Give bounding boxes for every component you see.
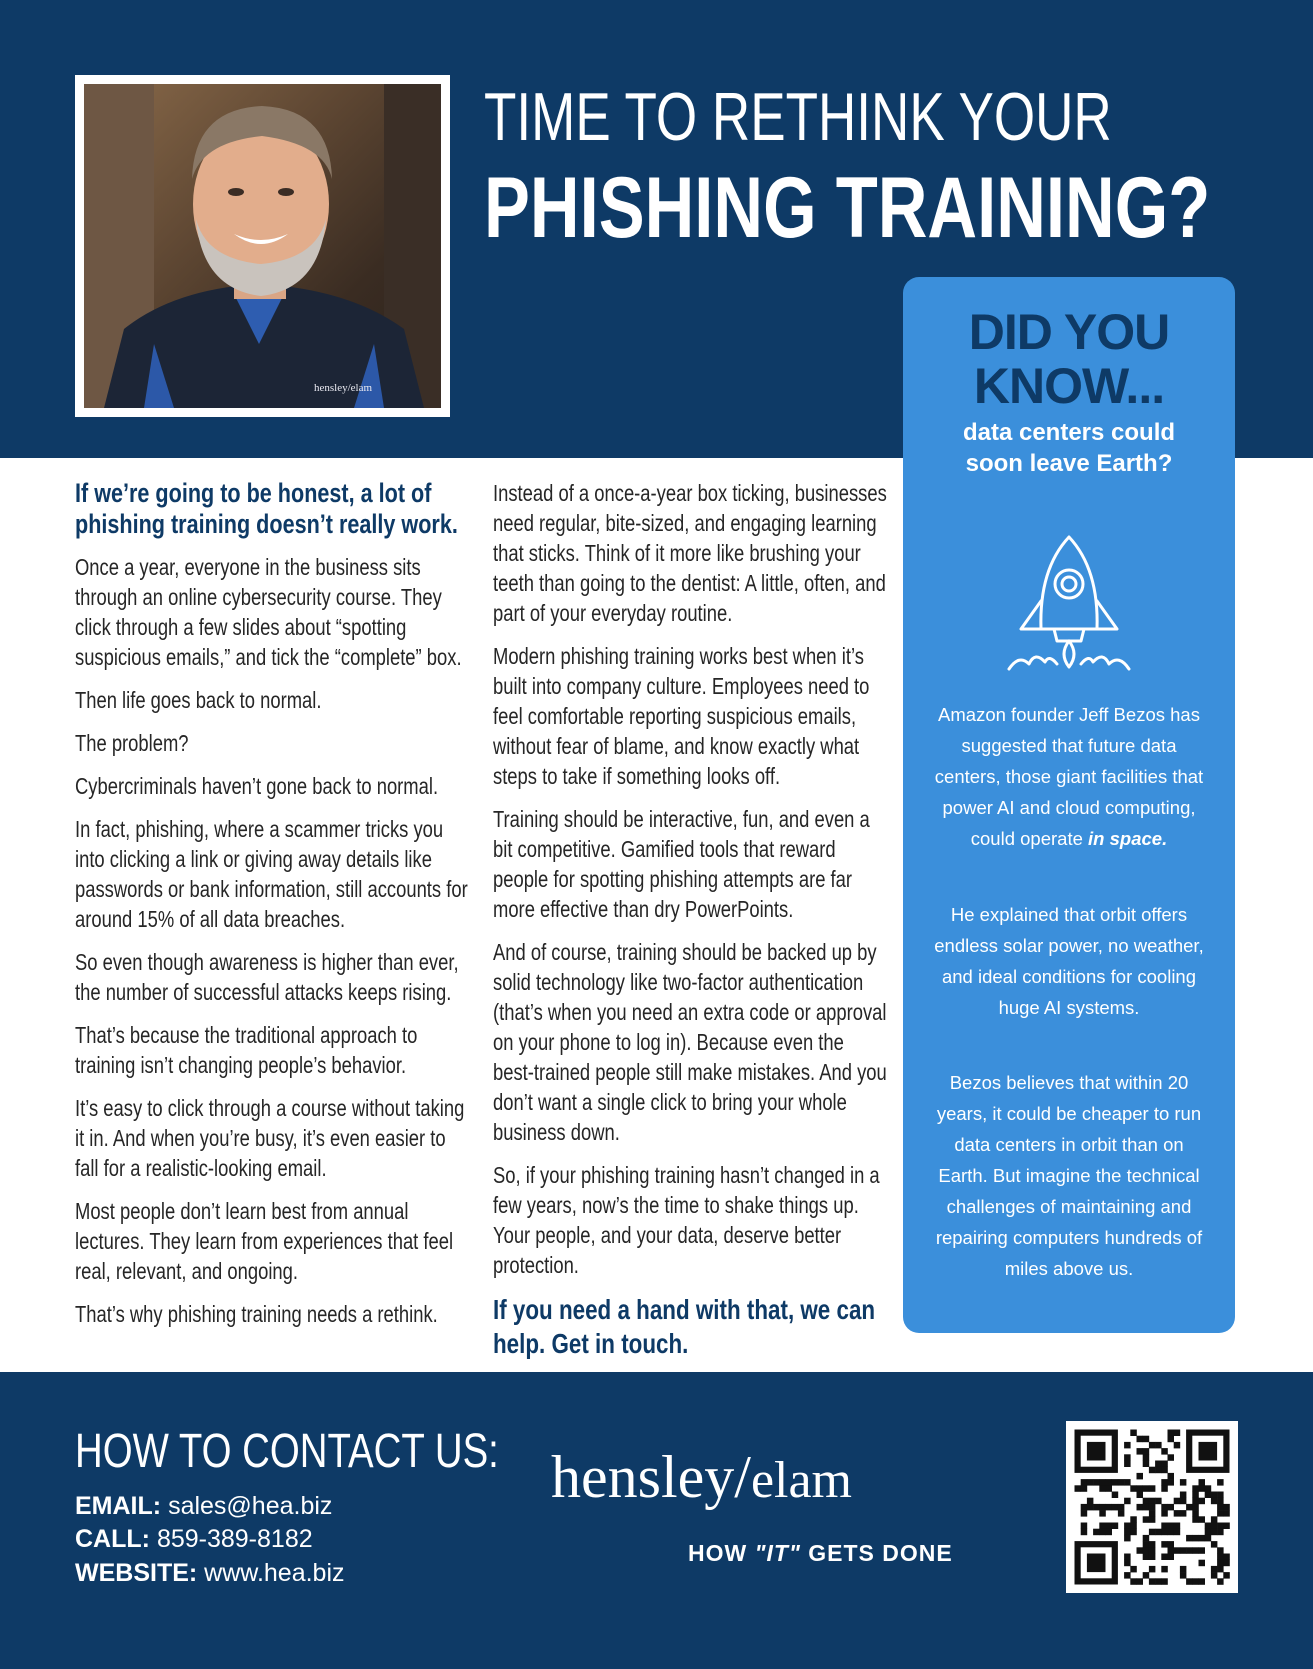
article-column-1	[75, 478, 470, 1342]
paragraph: Training should be interactive, fun, and even a bit competitive. Gamified tools that reward people for spotting phishing attempts are far more effective than dry PowerPoints.	[493, 806, 870, 922]
photo-image	[84, 84, 441, 408]
website-link[interactable]: www.hea.biz	[204, 1559, 345, 1587]
paragraph: Instead of a once-a-year box ticking, businesses need regular, bite-sized, and engaging learning that sticks. Think of it more like brushing your teeth than going to the dentist: A little, often, and part of your everyday routine.	[493, 480, 887, 626]
paragraph: And of course, training should be backed up by solid technology like two-factor authentication (that’s when you need an extra code or approval on your phone to log in). Because even the best-trained people still make mistakes. And you don’t want a single click to bring your whole business down.	[493, 939, 887, 1145]
did-you-know-paragraph-2: He explained that orbit offers endless solar power, no weather, and ideal conditions for cooling huge AI systems.	[934, 904, 1204, 1018]
contact-email	[75, 1491, 332, 1521]
contact-title: HOW TO CONTACT US:	[75, 1425, 499, 1478]
paragraph: That’s because the traditional approach to training isn’t changing people’s behavior.	[75, 1022, 418, 1078]
did-you-know-paragraph-3: Bezos believes that within 20 years, it could be cheaper to run data centers in orbit than on Earth. But imagine the technical challenges of maintaining and repairing computers hundreds of miles above us.	[935, 1072, 1203, 1279]
paragraph: That’s why phishing training needs a rethink.	[75, 1301, 438, 1327]
brand-name-part-2: elam	[750, 1452, 853, 1509]
paragraph: Cybercriminals haven’t gone back to normal.	[75, 773, 439, 799]
headline-line-2: PHISHING TRAINING?	[484, 160, 1211, 256]
paragraph: Once a year, everyone in the business sits through an online cybersecurity course. They click through a few slides about “spotting suspicious emails,” and tick the “complete” box.	[75, 554, 462, 670]
headline-line-1: TIME TO RETHINK YOUR	[484, 79, 1112, 155]
email-link[interactable]: sales@hea.biz	[168, 1492, 333, 1520]
paragraph: It’s easy to click through a course without taking it in. And when you’re busy, it’s even easier to fall for a realistic-looking email.	[75, 1095, 465, 1181]
in-space-emphasis: in space.	[1088, 828, 1168, 849]
did-you-know-paragraph-1-text: Amazon founder Jeff Bezos has suggested that future data centers, those giant facilities that power AI and cloud computing, could operate	[934, 704, 1204, 849]
did-you-know-title: DID YOU KNOW...	[968, 304, 1170, 414]
tagline-post: GETS DONE	[800, 1540, 953, 1566]
vest-logo: hensley/elam	[314, 382, 373, 394]
email-label: EMAIL:	[75, 1492, 162, 1520]
call-label: CALL:	[75, 1525, 150, 1553]
paragraph: Modern phishing training works best when it’s built into company culture. Employees need to feel comfortable reporting suspicious emails, without fear of blame, and know exactly what steps to take if something looks off.	[493, 643, 870, 789]
phone-link[interactable]: 859-389-8182	[156, 1525, 313, 1553]
paragraph: The problem?	[75, 730, 189, 756]
paragraph: Most people don’t learn best from annual lectures. They learn from experiences that feel real, relevant, and ongoing.	[75, 1198, 454, 1284]
brand-name-part-1: hensley/	[551, 1444, 751, 1510]
paragraph: In fact, phishing, where a scammer tricks you into clicking a link or giving away details like passwords or bank information, still accounts for around 15% of all data breaches.	[75, 816, 468, 932]
paragraph: So even though awareness is higher than ever, the number of successful attacks keeps rising.	[75, 949, 459, 1005]
brand-tagline	[688, 1540, 953, 1567]
website-label: WEBSITE:	[75, 1559, 198, 1587]
contact-phone	[75, 1524, 313, 1554]
author-photo	[75, 75, 450, 417]
contact-website	[75, 1558, 345, 1588]
did-you-know-paragraph-1	[933, 699, 1205, 854]
article-lead: If we’re going to be honest, a lot of phishing training doesn’t really work.	[75, 478, 458, 539]
did-you-know-box	[903, 277, 1235, 1333]
did-you-know-subtitle: data centers could soon leave Earth?	[962, 419, 1176, 477]
qr-code[interactable]	[1066, 1421, 1238, 1593]
call-to-action: If you need a hand with that, we can help. Get in touch.	[493, 1294, 876, 1359]
article-column-2	[493, 478, 888, 1361]
tagline-it: "IT"	[754, 1540, 801, 1566]
paragraph: So, if your phishing training hasn’t changed in a few years, now’s the time to shake things up. Your people, and your data, deserve better protection.	[493, 1162, 880, 1278]
person-illustration	[84, 84, 441, 408]
paragraph: Then life goes back to normal.	[75, 687, 322, 713]
rocket-icon	[999, 529, 1139, 689]
brand-logo	[551, 1444, 852, 1514]
qr-code-pattern	[1066, 1421, 1238, 1593]
tagline-pre: HOW	[688, 1540, 755, 1566]
